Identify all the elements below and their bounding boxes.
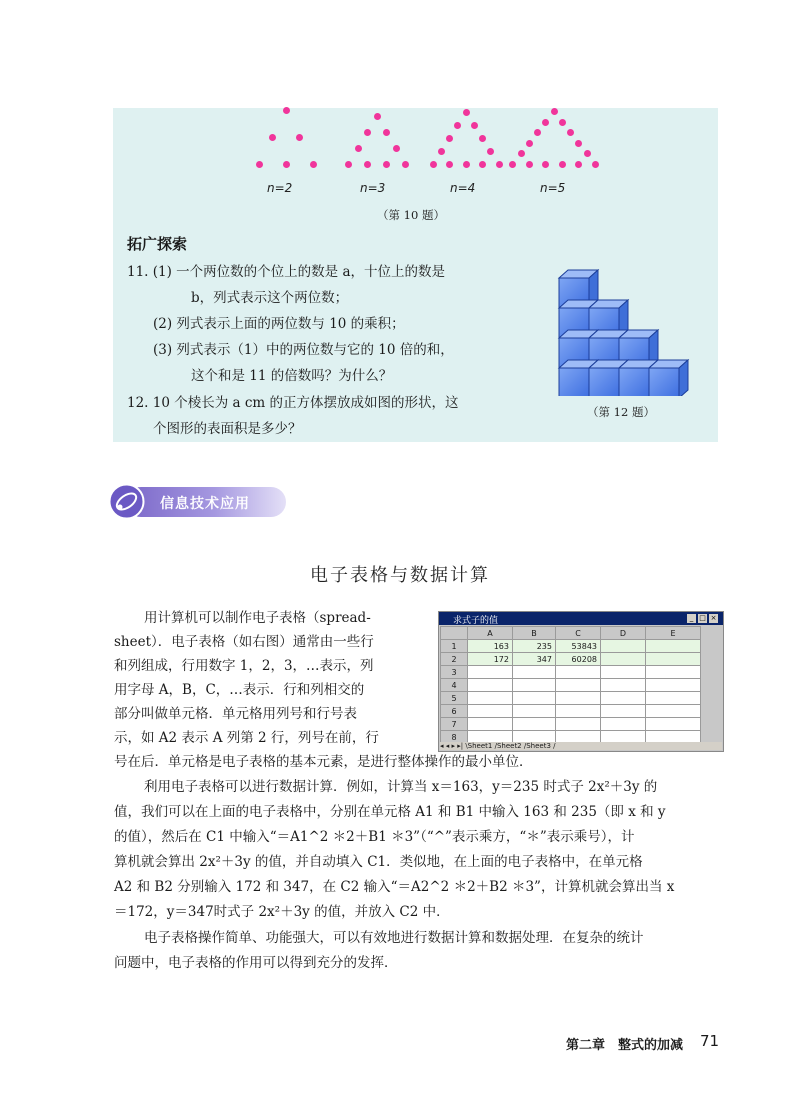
- pink-dot: [310, 161, 317, 168]
- cell[interactable]: [601, 679, 646, 692]
- cell[interactable]: 347: [513, 653, 556, 666]
- pink-dot: [430, 161, 437, 168]
- paragraph-line: ＝172，y＝347时式子 2x²＋3y 的值，并放入 C2 中．: [114, 904, 450, 920]
- cell[interactable]: [556, 666, 601, 679]
- stacked-cubes-figure: [553, 266, 701, 396]
- cell[interactable]: [646, 653, 701, 666]
- pink-dot: [542, 161, 549, 168]
- cell[interactable]: [601, 640, 646, 653]
- paragraph-line: A2 和 B2 分别输入 172 和 347，在 C2 输入“＝A2^2 ＊2＋B2 ＊3”，计算机就会算出当 x: [114, 879, 675, 895]
- cell[interactable]: [646, 640, 701, 653]
- article-title: 电子表格与数据计算: [310, 565, 490, 586]
- figure-caption: （第 12 题）: [587, 405, 655, 419]
- cell[interactable]: [556, 705, 601, 718]
- cube-face: [649, 368, 679, 396]
- paragraph-line: 号在后．单元格是电子表格的基本元素，是进行整体操作的最小单位．: [114, 754, 533, 770]
- column-header[interactable]: A: [468, 627, 513, 640]
- banner-label: 信息技术应用: [160, 496, 250, 512]
- paragraph-line: 示，如 A2 表示 A 列第 2 行，列号在前，行: [114, 730, 379, 746]
- spreadsheet-row: [441, 653, 701, 666]
- pink-dot: [592, 161, 599, 168]
- cell[interactable]: [513, 692, 556, 705]
- cell[interactable]: [601, 666, 646, 679]
- pink-dot: [283, 161, 290, 168]
- page-number: 71: [700, 1032, 720, 1050]
- pink-dot: [446, 135, 453, 142]
- spreadsheet-grid: [440, 626, 701, 744]
- question-line: 这个和是 11 的倍数吗？为什么？: [191, 368, 393, 384]
- pink-dot: [402, 161, 409, 168]
- pink-dot: [559, 119, 566, 126]
- cell[interactable]: 53843: [556, 640, 601, 653]
- spreadsheet-window: [438, 611, 724, 752]
- spreadsheet-titlebar: [439, 612, 723, 625]
- spreadsheet-row: [441, 692, 701, 705]
- pink-dot: [446, 161, 453, 168]
- cell[interactable]: [556, 718, 601, 731]
- n-label: n=2: [267, 181, 293, 195]
- spreadsheet-row: [441, 718, 701, 731]
- cell[interactable]: 235: [513, 640, 556, 653]
- pink-dot: [463, 109, 470, 116]
- cell[interactable]: [468, 666, 513, 679]
- column-header[interactable]: D: [601, 627, 646, 640]
- row-header[interactable]: 3: [441, 666, 468, 679]
- question-line: 12. 10 个棱长为 a cm 的正方体摆放成如图的形状，这: [127, 395, 459, 411]
- cell[interactable]: [513, 718, 556, 731]
- row-header[interactable]: 8: [441, 731, 468, 744]
- spreadsheet-row: [441, 679, 701, 692]
- pink-dot: [496, 161, 503, 168]
- paragraph-line: 和列组成，行用数字 1，2，3，…表示，列: [114, 658, 374, 674]
- row-header[interactable]: 4: [441, 679, 468, 692]
- pink-dot: [383, 161, 390, 168]
- paragraph-line: 用字母 A，B，C，…表示．行和列相交的: [114, 682, 365, 698]
- row-header[interactable]: 7: [441, 718, 468, 731]
- row-header[interactable]: 2: [441, 653, 468, 666]
- cube-face: [589, 368, 619, 396]
- question-line: (3) 列式表示（1）中的两位数与它的 10 倍的和，: [153, 342, 454, 358]
- cell[interactable]: 60208: [556, 653, 601, 666]
- pink-dot: [526, 140, 533, 147]
- info-tech-icon: [108, 483, 145, 520]
- pink-dot: [454, 122, 461, 129]
- spreadsheet-title: 求式子的值: [453, 616, 499, 626]
- pink-dot: [575, 140, 582, 147]
- row-header[interactable]: 5: [441, 692, 468, 705]
- pink-dot: [509, 161, 516, 168]
- cell[interactable]: 172: [468, 653, 513, 666]
- paragraph-line: 电子表格操作简单、功能强大，可以有效地进行数据计算和数据处理．在复杂的统计: [144, 930, 644, 946]
- cell[interactable]: [468, 705, 513, 718]
- column-header[interactable]: B: [513, 627, 556, 640]
- n-label: n=4: [450, 181, 476, 195]
- cell[interactable]: [556, 679, 601, 692]
- cube-face: [619, 368, 649, 396]
- question-line: 11. (1) 一个两位数的个位上的数是 a，十位上的数是: [127, 264, 446, 280]
- cell[interactable]: [601, 718, 646, 731]
- cell[interactable]: [601, 692, 646, 705]
- pink-dot: [487, 148, 494, 155]
- pink-dot: [364, 161, 371, 168]
- cell[interactable]: [468, 718, 513, 731]
- pink-dot: [256, 161, 263, 168]
- cell[interactable]: [646, 666, 701, 679]
- cell[interactable]: 163: [468, 640, 513, 653]
- spreadsheet-row: [441, 705, 701, 718]
- exercise-box: [113, 108, 718, 442]
- paragraph-line: 问题中，电子表格的作用可以得到充分的发挥．: [114, 955, 398, 971]
- paragraph-line: 部分叫做单元格．单元格用列号和行号表: [114, 706, 357, 722]
- cube-face: [559, 368, 589, 396]
- pink-dot: [575, 161, 582, 168]
- question-line: b，列式表示这个两位数；: [191, 290, 349, 306]
- pink-dot: [283, 107, 290, 114]
- cell[interactable]: [646, 679, 701, 692]
- paragraph-line: 算机就会算出 2x²＋3y 的值，并自动填入 C1．类似地，在上面的电子表格中，在单元格: [114, 854, 643, 870]
- footer-chapter: 第二章 整式的加减: [566, 1038, 684, 1053]
- pink-dot: [559, 161, 566, 168]
- paragraph-line: 值，我们可以在上面的电子表格中，分别在单元格 A1 和 B1 中输入 163 和 235（即 x 和 y: [114, 804, 666, 820]
- spreadsheet-row: [441, 640, 701, 653]
- info-tech-banner: [108, 483, 284, 520]
- minimize-icon[interactable]: _: [687, 614, 696, 623]
- row-header[interactable]: 1: [441, 640, 468, 653]
- sheet-tabs[interactable]: ◂ ◂ ▸ ▸| \Sheet1 /Sheet2 /Sheet3 /: [440, 742, 722, 750]
- pink-dot: [534, 129, 541, 136]
- cell[interactable]: [646, 705, 701, 718]
- cell[interactable]: [646, 718, 701, 731]
- pink-dot: [364, 129, 371, 136]
- n-label: n=5: [540, 181, 566, 195]
- column-header[interactable]: C: [556, 627, 601, 640]
- paragraph-line: 用计算机可以制作电子表格（spread-: [144, 610, 371, 626]
- row-header[interactable]: 6: [441, 705, 468, 718]
- figure-caption: （第 10 题）: [377, 208, 445, 222]
- pink-dot: [471, 122, 478, 129]
- pink-dot: [479, 161, 486, 168]
- pink-dot: [518, 150, 525, 157]
- cell[interactable]: [468, 679, 513, 692]
- cell[interactable]: [513, 666, 556, 679]
- cell[interactable]: [601, 705, 646, 718]
- cell[interactable]: [468, 692, 513, 705]
- pink-dot: [269, 134, 276, 141]
- pink-dot: [296, 134, 303, 141]
- pink-dot: [526, 161, 533, 168]
- restore-icon[interactable]: □: [699, 614, 706, 622]
- corner-cell[interactable]: [441, 627, 468, 640]
- cell[interactable]: [513, 679, 556, 692]
- cell[interactable]: [556, 692, 601, 705]
- column-header[interactable]: E: [646, 627, 701, 640]
- pink-dot: [383, 129, 390, 136]
- cell[interactable]: [646, 692, 701, 705]
- paragraph-line: 的值），然后在 C1 中输入“＝A1^2 ＊2＋B1 ＊3”（“^”表示乘方，“＊”表示乘号），计: [114, 829, 635, 845]
- question-line: (2) 列式表示上面的两位数与 10 的乘积；: [153, 316, 405, 332]
- pink-dot: [345, 161, 352, 168]
- pink-dot: [479, 135, 486, 142]
- cell[interactable]: [601, 653, 646, 666]
- pink-dot: [542, 119, 549, 126]
- pink-dot: [463, 161, 470, 168]
- spreadsheet-row: [441, 666, 701, 679]
- question-line: 个图形的表面积是多少？: [153, 421, 302, 437]
- pink-dot: [393, 145, 400, 152]
- pink-dot: [438, 148, 445, 155]
- close-icon[interactable]: ×: [710, 614, 717, 622]
- cell[interactable]: [513, 705, 556, 718]
- pink-dot: [584, 150, 591, 157]
- column-header-row: [441, 627, 701, 640]
- paragraph-line: 利用电子表格可以进行数据计算．例如，计算当 x＝163，y＝235 时式子 2x²＋3y 的: [144, 779, 658, 795]
- pink-dot: [355, 145, 362, 152]
- pink-dot: [567, 129, 574, 136]
- section-title: 拓广探索: [127, 235, 188, 253]
- paragraph-line: sheet）．电子表格（如右图）通常由一些行: [114, 634, 374, 650]
- pink-dot: [374, 113, 381, 120]
- pink-dot: [551, 108, 558, 115]
- n-label: n=3: [360, 181, 386, 195]
